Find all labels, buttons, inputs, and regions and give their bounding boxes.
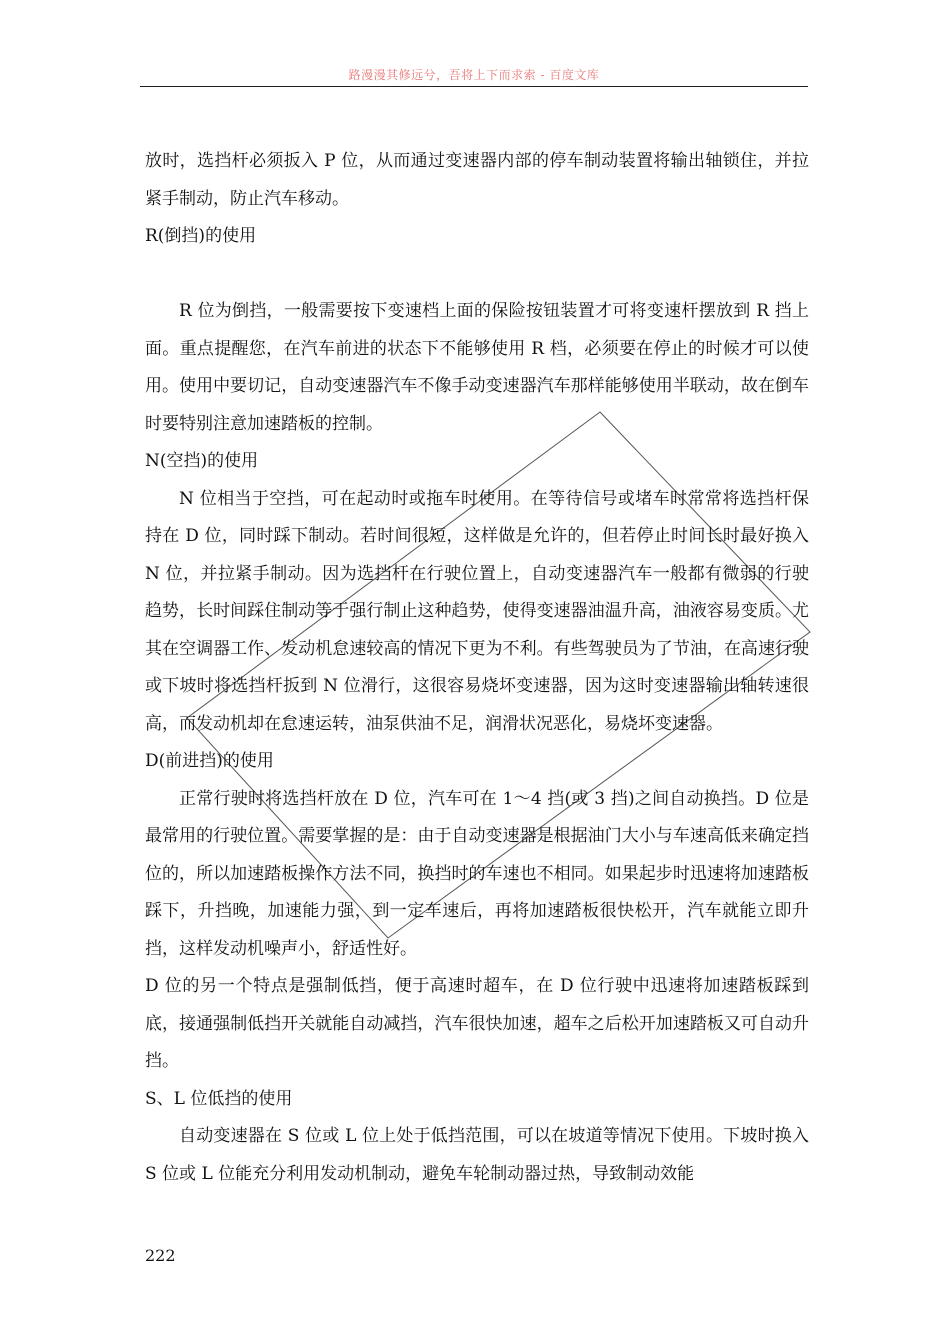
heading-neutral: N(空挡)的使用 [145, 451, 259, 471]
heading-reverse: R(倒挡)的使用 [145, 226, 257, 246]
paragraph-neutral: N 位相当于空挡，可在起动时或拖车时使用。在等待信号或堵车时常常将选挡杆保持在 D 位，同时踩下制动。若时间很短，这样做是允许的，但若停止时间长时最好换入 N 位，并拉紧手制动。因为选挡杆在行驶位置上，自动变速器汽车一般都有微弱的行驶趋势，长时间踩住制动等于强行制止这种趋势，使得变速器油温升高，油液容易变质。尤其在空调器工作、发动机怠速较高的情况下更为不利。有些驾驶员为了节油，在高速行驶或下坡时将选挡杆扳到 N 位滑行，这很容易烧坏变速器，因为这时变速器输出轴转速很高，而发动机却在怠速运转，油泵供油不足，润滑状况恶化，易烧坏变速器。 [145, 488, 809, 734]
heading-drive: D(前进挡)的使用 [145, 751, 274, 771]
paragraph-drive: 正常行驶时将选挡杆放在 D 位，汽车可在 1～4 挡(或 3 挡)之间自动换挡。D 位是最常用的行驶位置。需要掌握的是：由于自动变速器是根据油门大小与车速高低来确定挡位的，所以加速踏板操作方法不同，换挡时的车速也不相同。如果起步时迅速将加速踏板踩下，升挡晚，加速能力强，到一定车速后，再将加速踏板很快松开，汽车就能立即升挡，这样发动机噪声小，舒适性好。 [145, 788, 809, 959]
running-header: 路漫漫其修远兮，吾将上下而求索 - 百度文库 [348, 68, 600, 82]
paragraph-kickdown: D 位的另一个特点是强制低挡，便于高速时超车，在 D 位行驶中迅速将加速踏板踩到底，接通强制低挡开关就能自动减挡，汽车很快加速，超车之后松开加速踏板又可自动升挡。 [145, 976, 809, 1071]
heading-low-gears: S、L 位低挡的使用 [145, 1088, 293, 1109]
paragraph-reverse: R 位为倒挡，一般需要按下变速档上面的保险按钮装置才可将变速杆摆放到 R 挡上面。重点提醒您，在汽车前进的状态下不能够使用 R 档，必须要在停止的时候才可以使用。使用中要切记，自动变速器汽车不像手动变速器汽车那样能够使用半联动，故在倒车时要特别注意加速踏板的控制。 [145, 301, 809, 434]
paragraph-low-gears: 自动变速器在 S 位或 L 位上处于低挡范围，可以在坡道等情况下使用。下坡时换入 S 位或 L 位能充分利用发动机制动，避免车轮制动器过热，导致制动效能 [145, 1126, 809, 1184]
header-rule [140, 86, 808, 87]
paragraph-park-continued: 放时，选挡杆必须扳入 P 位，从而通过变速器内部的停车制动装置将输出轴锁住，并拉紧手制动，防止汽车移动。 [145, 151, 809, 209]
page-number: 222 [145, 1246, 176, 1265]
document-body [145, 143, 809, 1193]
